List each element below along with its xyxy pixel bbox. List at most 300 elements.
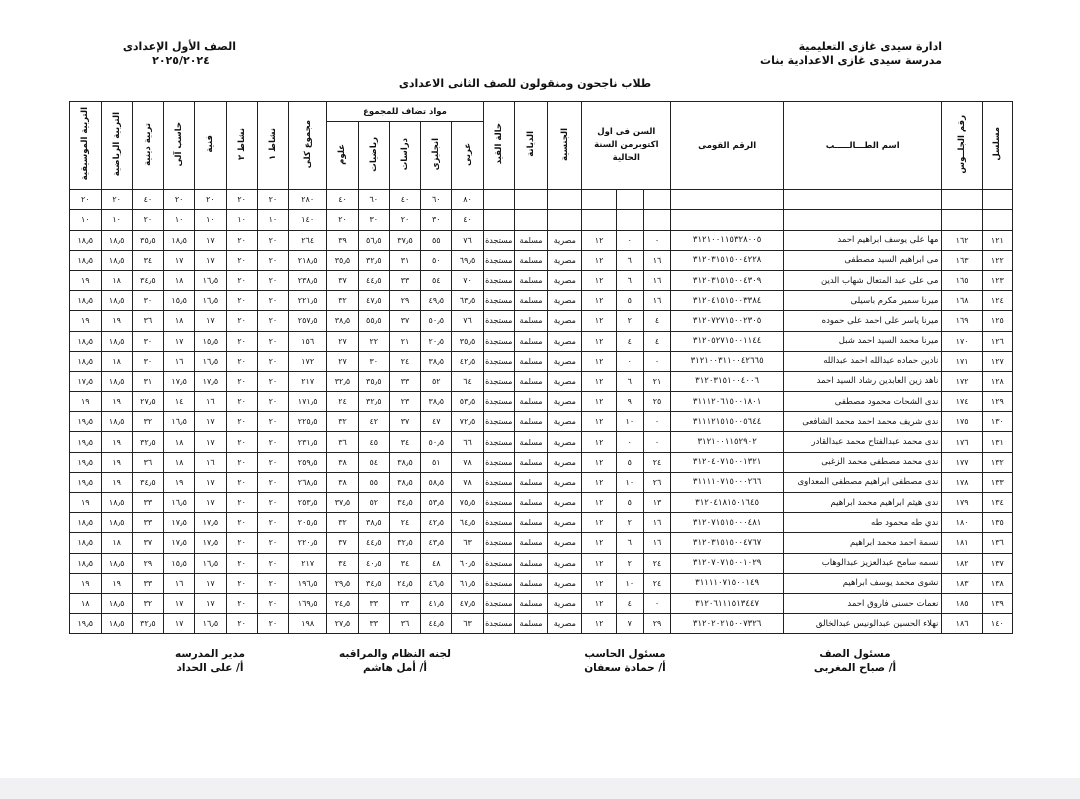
table-row xyxy=(70,371,1013,391)
school-name: مدرسة سيدى غازى الاعدادية بنات xyxy=(760,54,942,67)
age-days-cell: ١٦ xyxy=(643,291,670,311)
empty-cell xyxy=(548,190,582,210)
age-days-cell: ٢٤ xyxy=(643,553,670,573)
score-cell: ٢٤ xyxy=(389,351,420,371)
score-cell: ١٥٦ xyxy=(289,331,327,351)
national-id-cell: ٣١٢٠٣١٥١٥٠٠٤٣٠٩ xyxy=(671,270,784,290)
religion-cell: مسلمة xyxy=(514,250,547,270)
score-limit-cell: ٤٠ xyxy=(327,190,358,210)
age-months-cell: ٢ xyxy=(616,553,643,573)
min-scores-row xyxy=(70,210,1013,230)
student-name-cell: ندى محمد عبدالفتاح محمد عبدالقادر xyxy=(784,432,942,452)
score-cell: ٦٠٫٥ xyxy=(452,553,483,573)
table-row xyxy=(70,392,1013,412)
results-table xyxy=(69,101,1013,634)
score-cell: ١٩٫٥ xyxy=(70,412,102,432)
score-cell: ١٧٫٥ xyxy=(164,371,195,391)
score-cell: ٢٠ xyxy=(257,351,288,371)
score-limit-cell: ٤٠ xyxy=(132,190,163,210)
score-cell: ٣٧٫٥ xyxy=(327,493,358,513)
score-limit-cell: ٢٠ xyxy=(164,190,195,210)
religion-cell: مسلمة xyxy=(514,311,547,331)
serial-cell: ١٣٩ xyxy=(982,593,1012,613)
seat-number-cell: ١٧٥ xyxy=(942,412,982,432)
national-id-cell: ٣١٢٠٤٠٧١٥٠٠١٣٢١ xyxy=(671,452,784,472)
score-cell: ٣٦ xyxy=(327,432,358,452)
student-name-cell: ندى محمد مصطفى محمد الزغبى xyxy=(784,452,942,472)
score-cell: ١٩ xyxy=(101,432,132,452)
score-cell: ٢٠ xyxy=(226,412,257,432)
age-years-cell: ١٢ xyxy=(582,472,616,492)
score-cell: ٧٠ xyxy=(452,270,483,290)
age-years-cell: ١٢ xyxy=(582,230,616,250)
table-row xyxy=(70,270,1013,290)
table-row xyxy=(70,513,1013,533)
score-cell: ٢٠ xyxy=(257,311,288,331)
score-cell: ١٨٫٥ xyxy=(70,553,102,573)
score-cell: ١٧٫٥ xyxy=(70,371,102,391)
score-cell: ١٩ xyxy=(70,493,102,513)
enrollment-status-cell: مستجدة xyxy=(483,513,514,533)
score-cell: ٢٥٧٫٥ xyxy=(289,311,327,331)
score-cell: ٢٠ xyxy=(226,553,257,573)
score-cell: ١٧٫٥ xyxy=(195,533,226,553)
table-row xyxy=(70,432,1013,452)
score-cell: ٢٢ xyxy=(358,331,389,351)
score-cell: ٢٩٫٥ xyxy=(327,573,358,593)
serial-cell: ١٣٧ xyxy=(982,553,1012,573)
score-cell: ٣٧ xyxy=(132,533,163,553)
score-cell: ٢٠ xyxy=(257,593,288,613)
score-cell: ١٦٫٥ xyxy=(195,351,226,371)
score-cell: ٤٧ xyxy=(421,412,452,432)
score-cell: ١٨٫٥ xyxy=(70,513,102,533)
score-cell: ٢٠ xyxy=(226,230,257,250)
score-cell: ١٧ xyxy=(164,593,195,613)
age-days-cell: ٢٥ xyxy=(643,392,670,412)
age-days-cell: ٢٦ xyxy=(643,472,670,492)
enrollment-status-cell: مستجدة xyxy=(483,371,514,391)
age-months-cell: ٠ xyxy=(616,432,643,452)
score-cell: ٢٣٨٫٥ xyxy=(289,270,327,290)
age-years-cell: ١٢ xyxy=(582,493,616,513)
signature-class-officer: مسئول الصف أ/ صباح المغربى xyxy=(813,648,897,674)
score-cell: ١٨ xyxy=(164,311,195,331)
religion-cell: مسلمة xyxy=(514,270,547,290)
score-cell: ٤٢ xyxy=(358,412,389,432)
score-cell: ٤٩٫٥ xyxy=(421,291,452,311)
score-cell: ٢٠ xyxy=(257,392,288,412)
score-cell: ٢٠ xyxy=(226,513,257,533)
religion-cell: مسلمة xyxy=(514,452,547,472)
score-limit-cell: ١٠ xyxy=(70,210,102,230)
score-cell: ١٧ xyxy=(195,493,226,513)
seat-number-cell: ١٧٠ xyxy=(942,331,982,351)
age-years-cell: ١٢ xyxy=(582,553,616,573)
age-days-cell: ٠ xyxy=(643,432,670,452)
table-row xyxy=(70,493,1013,513)
age-years-cell: ١٢ xyxy=(582,432,616,452)
score-limit-cell: ٤٠ xyxy=(452,210,483,230)
score-cell: ٢٠ xyxy=(257,371,288,391)
score-cell: ٢١٧ xyxy=(289,553,327,573)
score-cell: ١٨ xyxy=(70,593,102,613)
student-name-cell: نعمات حسنى فاروق احمد xyxy=(784,593,942,613)
student-name-cell: ميرنا ياسر على احمد على حموده xyxy=(784,311,942,331)
age-years-cell: ١٢ xyxy=(582,452,616,472)
enrollment-status-cell: مستجدة xyxy=(483,331,514,351)
table-row xyxy=(70,553,1013,573)
score-cell: ١٧ xyxy=(195,250,226,270)
score-cell: ٦٣ xyxy=(452,614,483,634)
score-cell: ٥٢ xyxy=(358,493,389,513)
score-cell: ١٦٫٥ xyxy=(195,553,226,573)
score-cell: ٢١٨٫٥ xyxy=(289,250,327,270)
score-cell: ٢٩ xyxy=(389,291,420,311)
empty-cell xyxy=(942,190,982,210)
score-cell: ٣٧ xyxy=(327,270,358,290)
score-cell: ٢٥٩٫٥ xyxy=(289,452,327,472)
seat-number-cell: ١٨١ xyxy=(942,533,982,553)
col-nationality: الجنسية xyxy=(548,102,582,190)
score-cell: ٣٣ xyxy=(132,513,163,533)
score-cell: ٢٢٠٫٥ xyxy=(289,533,327,553)
score-cell: ١٦٫٥ xyxy=(195,270,226,290)
empty-cell xyxy=(514,190,547,210)
score-cell: ١٧١٫٥ xyxy=(289,392,327,412)
score-limit-cell: ١٠ xyxy=(164,210,195,230)
score-cell: ٧٦ xyxy=(452,311,483,331)
score-cell: ٣٨٫٥ xyxy=(421,392,452,412)
age-years-cell: ١٢ xyxy=(582,614,616,634)
nationality-cell: مصرية xyxy=(548,371,582,391)
score-cell: ٢٠ xyxy=(226,432,257,452)
score-cell: ٥٢ xyxy=(421,371,452,391)
age-months-cell: ٢ xyxy=(616,311,643,331)
score-cell: ٣١ xyxy=(389,250,420,270)
score-cell: ٣٢٫٥ xyxy=(389,533,420,553)
score-cell: ٤٠٫٥ xyxy=(358,553,389,573)
score-limit-cell: ٢٠ xyxy=(101,190,132,210)
score-cell: ٣٢٫٥ xyxy=(327,371,358,391)
seat-number-cell: ١٨٠ xyxy=(942,513,982,533)
score-cell: ٣٧ xyxy=(389,412,420,432)
score-cell: ١٨٫٥ xyxy=(70,250,102,270)
col-total: مجموع كلى xyxy=(289,102,327,190)
score-cell: ٢٤ xyxy=(327,392,358,412)
national-id-cell: ٣١١١١٠٧١٥٠٠١٤٩ xyxy=(671,573,784,593)
religion-cell: مسلمة xyxy=(514,533,547,553)
col-act1: نشاط ١ xyxy=(257,102,288,190)
age-months-cell: ١٠ xyxy=(616,412,643,432)
score-cell: ٣٢٫٥ xyxy=(132,432,163,452)
empty-cell xyxy=(643,210,670,230)
score-cell: ٤٨ xyxy=(421,553,452,573)
table-row xyxy=(70,351,1013,371)
score-cell: ١٨٫٥ xyxy=(101,291,132,311)
score-cell: ٢٠ xyxy=(226,371,257,391)
age-days-cell: ١٦ xyxy=(643,270,670,290)
score-cell: ١٧ xyxy=(195,412,226,432)
empty-cell xyxy=(616,210,643,230)
score-cell: ١٥٫٥ xyxy=(164,291,195,311)
seat-number-cell: ١٦٢ xyxy=(942,230,982,250)
bottom-strip xyxy=(0,778,1080,799)
col-english: انجليزى xyxy=(421,122,452,190)
age-years-cell: ١٢ xyxy=(582,513,616,533)
age-months-cell: ١٠ xyxy=(616,573,643,593)
age-years-cell: ١٢ xyxy=(582,573,616,593)
age-years-cell: ١٢ xyxy=(582,412,616,432)
col-age: السن فى اول اكتوبرمن السنة الحالية xyxy=(582,102,671,190)
seat-number-cell: ١٧٦ xyxy=(942,432,982,452)
col-serial: مسلسل xyxy=(982,102,1012,190)
student-name-cell: نسمة احمد محمد ابراهيم xyxy=(784,533,942,553)
score-cell: ١٩٫٥ xyxy=(70,452,102,472)
score-cell: ٢٠ xyxy=(257,493,288,513)
score-cell: ١٧ xyxy=(195,230,226,250)
col-music: التربية الموسيقية xyxy=(70,102,102,190)
score-cell: ١٩ xyxy=(164,472,195,492)
enrollment-status-cell: مستجدة xyxy=(483,452,514,472)
seat-number-cell: ١٧٨ xyxy=(942,472,982,492)
score-cell: ١٧ xyxy=(195,432,226,452)
score-cell: ١٧ xyxy=(164,250,195,270)
national-id-cell: ٣١١١٢١٥١٥٠٠٥٦٤٤ xyxy=(671,412,784,432)
score-cell: ٣٥٫٥ xyxy=(452,331,483,351)
empty-cell xyxy=(784,190,942,210)
age-months-cell: ٦ xyxy=(616,250,643,270)
score-cell: ١٨٫٥ xyxy=(101,513,132,533)
score-limit-cell: ٦٠ xyxy=(358,190,389,210)
serial-cell: ١٣٢ xyxy=(982,452,1012,472)
age-years-cell: ١٢ xyxy=(582,250,616,270)
age-days-cell: ١٦ xyxy=(643,250,670,270)
score-cell: ٣٤٫٥ xyxy=(358,573,389,593)
religion-cell: مسلمة xyxy=(514,331,547,351)
score-cell: ٢١٧ xyxy=(289,371,327,391)
student-name-cell: نهلاء الحسين عبدالونيس عبدالخالق xyxy=(784,614,942,634)
age-days-cell: ٢٩ xyxy=(643,614,670,634)
table-row xyxy=(70,331,1013,351)
score-cell: ١٧ xyxy=(195,573,226,593)
score-cell: ١٩ xyxy=(70,573,102,593)
header-left xyxy=(122,40,236,68)
score-cell: ٥٣٫٥ xyxy=(452,392,483,412)
score-cell: ٢٠ xyxy=(257,614,288,634)
score-limit-cell: ٢٠ xyxy=(257,190,288,210)
enrollment-status-cell: مستجدة xyxy=(483,472,514,492)
score-cell: ٢٣١٫٥ xyxy=(289,432,327,452)
score-cell: ١٦ xyxy=(164,573,195,593)
score-cell: ٣٥٫٥ xyxy=(327,250,358,270)
religion-cell: مسلمة xyxy=(514,472,547,492)
list-subtitle: طلاب ناجحون ومنقولون للصف الثانى الاعدادى xyxy=(398,77,652,90)
student-name-cell: مى على عبد المتعال شهاب الدين xyxy=(784,270,942,290)
score-cell: ١٨٫٥ xyxy=(101,371,132,391)
national-id-cell: ٣١٢٠٣١٥١٥٠٠٤٧٦٧ xyxy=(671,533,784,553)
score-cell: ٥٠ xyxy=(421,250,452,270)
serial-cell: ١٢٣ xyxy=(982,270,1012,290)
age-years-cell: ١٢ xyxy=(582,533,616,553)
score-cell: ٢٢١٫٥ xyxy=(289,291,327,311)
max-scores-row xyxy=(70,190,1013,210)
score-cell: ٣٤ xyxy=(327,553,358,573)
national-id-cell: ٣١١١٢٠٦١٥٠٠١٨٠١ xyxy=(671,392,784,412)
age-days-cell: ١٣ xyxy=(643,493,670,513)
empty-cell xyxy=(582,190,616,210)
score-cell: ١٨٫٥ xyxy=(70,331,102,351)
age-days-cell: ٠ xyxy=(643,412,670,432)
score-limit-cell: ١٠ xyxy=(257,210,288,230)
score-cell: ٣٣ xyxy=(389,371,420,391)
religion-cell: مسلمة xyxy=(514,493,547,513)
enrollment-status-cell: مستجدة xyxy=(483,250,514,270)
score-cell: ١٦ xyxy=(195,452,226,472)
seat-number-cell: ١٨٣ xyxy=(942,573,982,593)
nationality-cell: مصرية xyxy=(548,392,582,412)
national-id-cell: ٣١٢٠٧٠٧١٥٠٠١٠٢٩ xyxy=(671,553,784,573)
score-cell: ١٥٫٥ xyxy=(195,331,226,351)
score-cell: ١٨٫٥ xyxy=(70,230,102,250)
score-limit-cell: ٢٠ xyxy=(195,190,226,210)
signature-control-committee: لجنه النظام والمراقبه أ/ أمل هاشم xyxy=(339,648,451,674)
enrollment-status-cell: مستجدة xyxy=(483,493,514,513)
score-cell: ٣٠ xyxy=(132,291,163,311)
enrollment-status-cell: مستجدة xyxy=(483,573,514,593)
age-months-cell: ٥ xyxy=(616,291,643,311)
serial-cell: ١٢٦ xyxy=(982,331,1012,351)
score-cell: ١٩٫٥ xyxy=(70,432,102,452)
score-limit-cell: ١٠ xyxy=(226,210,257,230)
score-cell: ٣٣ xyxy=(389,270,420,290)
age-months-cell: ٦ xyxy=(616,371,643,391)
age-months-cell: ٢ xyxy=(616,513,643,533)
student-name-cell: ندي طه محمود طه xyxy=(784,513,942,533)
national-id-cell: ٣١٢٠٧١٥١٥٠٠٠٤٨١ xyxy=(671,513,784,533)
national-id-cell: ٣١١١١٠٧١٥٠٠٠٢٦٦ xyxy=(671,472,784,492)
score-cell: ٣٣ xyxy=(132,573,163,593)
score-cell: ١٦٫٥ xyxy=(164,493,195,513)
score-cell: ٢٣ xyxy=(389,593,420,613)
score-cell: ٢٠ xyxy=(226,351,257,371)
table-row xyxy=(70,230,1013,250)
score-cell: ٤٤٫٥ xyxy=(421,614,452,634)
score-cell: ٦٣ xyxy=(452,533,483,553)
religion-cell: مسلمة xyxy=(514,371,547,391)
nationality-cell: مصرية xyxy=(548,432,582,452)
score-cell: ٥٠٫٥ xyxy=(421,432,452,452)
admin-name: ادارة سيدى غازى التعليمية xyxy=(798,40,942,53)
score-cell: ٢٥٣٫٥ xyxy=(289,493,327,513)
score-cell: ٢٠ xyxy=(226,250,257,270)
score-cell: ٢٠٥٫٥ xyxy=(289,513,327,533)
score-cell: ١٨ xyxy=(164,432,195,452)
nationality-cell: مصرية xyxy=(548,311,582,331)
score-cell: ٢٧٫٥ xyxy=(327,614,358,634)
score-cell: ٣٠ xyxy=(132,351,163,371)
score-limit-cell: ٢٠ xyxy=(226,190,257,210)
seat-number-cell: ١٨٦ xyxy=(942,614,982,634)
score-cell: ١٧ xyxy=(195,472,226,492)
age-days-cell: ٤ xyxy=(643,311,670,331)
score-cell: ٣٨٫٥ xyxy=(327,311,358,331)
score-cell: ١٩٫٥ xyxy=(70,614,102,634)
empty-cell xyxy=(548,210,582,230)
col-name: اسم الطـــالـــــب xyxy=(784,102,942,190)
age-months-cell: ٥ xyxy=(616,493,643,513)
score-cell: ٦٩٫٥ xyxy=(452,250,483,270)
col-religious: تربية دينية xyxy=(132,102,163,190)
nationality-cell: مصرية xyxy=(548,472,582,492)
score-cell: ٢٧ xyxy=(327,351,358,371)
seat-number-cell: ١٧٩ xyxy=(942,493,982,513)
score-cell: ٣٥٫٥ xyxy=(132,230,163,250)
seat-number-cell: ١٨٢ xyxy=(942,553,982,573)
score-cell: ٣٢ xyxy=(327,412,358,432)
student-name-cell: ندى الشحات محمود مصطفى xyxy=(784,392,942,412)
score-cell: ٣٢٫٥ xyxy=(132,614,163,634)
seat-number-cell: ١٦٣ xyxy=(942,250,982,270)
col-religion: الديانة xyxy=(514,102,547,190)
score-cell: ٦٤٫٥ xyxy=(452,513,483,533)
enrollment-status-cell: مستجدة xyxy=(483,412,514,432)
table-row xyxy=(70,311,1013,331)
empty-cell xyxy=(483,190,514,210)
nationality-cell: مصرية xyxy=(548,331,582,351)
score-cell: ٣٧ xyxy=(327,533,358,553)
score-cell: ٤٧٫٥ xyxy=(452,593,483,613)
national-id-cell: ٣١٢٠٧٢٧١٥٠٠٢٣٠٥ xyxy=(671,311,784,331)
score-cell: ١٨ xyxy=(101,533,132,553)
score-cell: ١٧ xyxy=(195,593,226,613)
score-cell: ١٨٫٥ xyxy=(101,331,132,351)
score-cell: ٢٠ xyxy=(257,472,288,492)
serial-cell: ١٣٥ xyxy=(982,513,1012,533)
enrollment-status-cell: مستجدة xyxy=(483,351,514,371)
score-cell: ٢١ xyxy=(389,331,420,351)
age-months-cell: ٦ xyxy=(616,270,643,290)
score-cell: ٣٣ xyxy=(132,493,163,513)
score-cell: ١٩ xyxy=(101,472,132,492)
score-cell: ٣٠ xyxy=(132,331,163,351)
seat-number-cell: ١٦٨ xyxy=(942,291,982,311)
score-cell: ١٨ xyxy=(164,270,195,290)
score-cell: ١٩ xyxy=(101,392,132,412)
age-years-cell: ١٢ xyxy=(582,593,616,613)
table-row xyxy=(70,412,1013,432)
table-row xyxy=(70,472,1013,492)
nationality-cell: مصرية xyxy=(548,230,582,250)
nationality-cell: مصرية xyxy=(548,553,582,573)
score-cell: ٤٣٫٥ xyxy=(421,533,452,553)
score-cell: ١٨٫٥ xyxy=(101,230,132,250)
score-cell: ٤٤٫٥ xyxy=(358,533,389,553)
header-right xyxy=(760,40,942,68)
col-science: علوم xyxy=(327,122,358,190)
score-cell: ٧٢٫٥ xyxy=(452,412,483,432)
student-name-cell: نسمه سامح عبدالعزيز عبدالوهاب xyxy=(784,553,942,573)
age-years-cell: ١٢ xyxy=(582,291,616,311)
score-cell: ١٨٫٥ xyxy=(101,412,132,432)
age-months-cell: ٥ xyxy=(616,452,643,472)
score-cell: ٥١ xyxy=(421,452,452,472)
score-cell: ٣٦ xyxy=(132,452,163,472)
score-cell: ٤٤٫٥ xyxy=(358,270,389,290)
age-days-cell: ١٦ xyxy=(643,533,670,553)
school-year: ٢٠٢٥/٢٠٢٤ xyxy=(152,54,210,67)
score-cell: ٢٧٫٥ xyxy=(132,392,163,412)
